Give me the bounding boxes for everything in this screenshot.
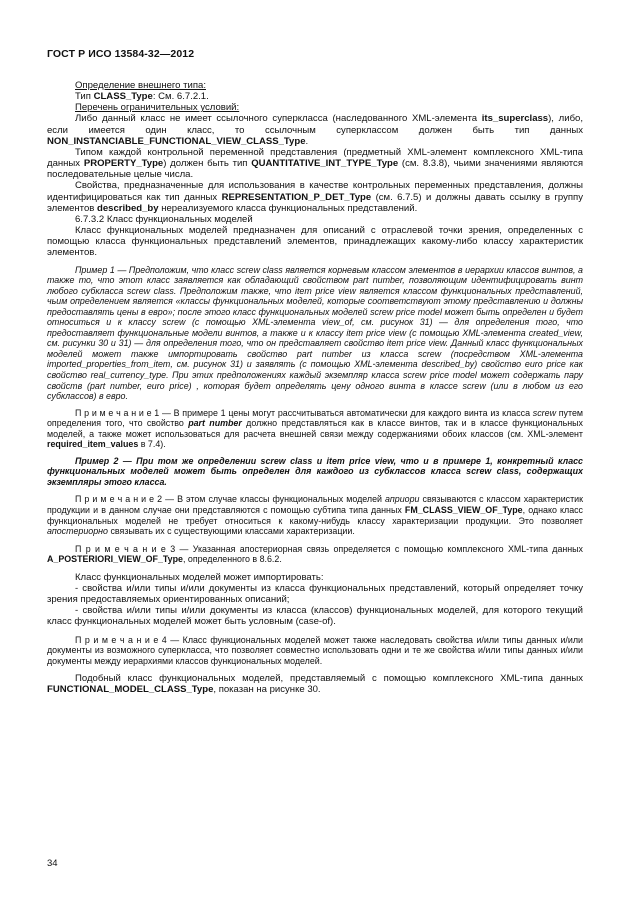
text-run: П р и м е ч а н и е 2 — В этом случае классы функциональных моделей [75,494,386,505]
element-name: required_item_values [47,439,139,450]
import-item-1: - свойства и/или типы и/или документы из класса функциональных представлений, который определяет точку зрения предоставляемых ориентированных описаний; [47,582,583,606]
type-name: FUNCTIONAL_MODEL_CLASS_Type [47,684,214,696]
text-run: ) должен быть тип [163,158,252,170]
document-body [47,80,583,695]
text-run: Типом каждой контрольной переменной представления (предметный XML-элемент комплексного XML-типа данных [47,146,583,170]
note-3 [47,544,583,565]
external-type-heading: Определение внешнего типа: [75,80,206,91]
text-run: путем определения того, что свойство [47,407,583,429]
type-line [47,91,583,102]
constraints-heading: Перечень ограничительных условий: [75,102,240,114]
text-run: , однако класс функциональных моделей не требует относиться к какому-нибудь классу характеризации продукции. Это позволяет [47,504,583,526]
text-run: П р и м е ч а н и е 3 — Указанная апостериорная связь определяется с помощью комплексного XML-типа данных [75,543,583,554]
paragraph-functional-models: Класс функциональных моделей предназначен для описаний с отраслевой точки зрения, определенных с помощью класса функциональных представлений элементов, принадлежащих какому-либо классу характеристик элементов. [47,225,583,259]
import-item-2: - свойства и/или типы и/или документы из класса (классов) функциональных моделей, для которого текущий класс функциональных моделей может быть условным (case-of). [47,605,583,628]
text-run: (см. 6.7.5) и должны давать ссылку в группу элементов [47,191,583,214]
note-1 [47,408,583,450]
paragraph-properties [47,180,583,213]
text-run: Подобный класс функциональных моделей, представляемый с помощью комплексного XML-типа данных [75,673,583,685]
type-name: QUANTITATIVE_INT_TYPE_Type [251,158,399,170]
type-name: NON_INSTANCIABLE_FUNCTIONAL_VIEW_CLASS_Type [47,135,306,147]
italic-term: апостериорно [47,526,108,537]
type-name: REPRESENTATION_P_DET_Type [221,191,372,203]
type-name: FM_CLASS_VIEW_OF_Type [404,504,523,515]
section-heading: 6.7.3.2 Класс функциональных моделей [75,213,253,225]
import-intro: Класс функциональных моделей может импортировать: [75,571,324,583]
italic-term: априори [385,494,420,505]
paragraph-superclass [47,113,583,146]
paragraph-control-variable [47,147,583,180]
text-run: нереализуемого класса функциональных представлений. [158,202,418,214]
text-run: : См. 6.7.2.1. [152,91,209,103]
text-run: Свойства, предназначенные для использования в качестве контрольных переменных представления, должны идентифицироваться как тип данных [47,180,583,203]
text-run: Либо данный класс не имеет ссылочного суперкласса (наследованного XML-элемента [75,113,482,125]
italic-term: screw [532,407,556,418]
closing-paragraph [47,673,583,695]
page-number: 34 [47,858,58,869]
text-run: (см. 8.3.8), чьими значениями являются последовательные целые числа. [47,158,583,181]
text-run: в 7.4). [138,439,166,450]
example-1: Пример 1 — Предположим, что класс screw class является корневым классом элементов в иерархии классов винтов, а также то, что этот класс заявляется как обладающий свойством part number, позволяющим идентифицировать винт любого субкласса screw class. Предположим также, что item price view является классом функциональных представлений, чьим определением является «классы функциональных моделей, которые соответствуют этому представлению и должны предоставлять цены в евро»; после этого класс функциональных моделей screw price model может быть определен и будет относиться и к классу screw (с помощью XML-элемента view_of, см. рисунок 31) — для определения того, что предоставляет функциональные модели винтов, а также и к классу item price view (с помощью XML-элемента created_view, см. рисунки 30 и 31) — для определения того, что он представляет свойство item price view. Данный класс функциональных моделей может также импортировать свойство part number из класса screw (посредством XML-элемента imported_properties_from_item, см. рисунок 31) и заявлять (с помощью XML-элемента described_by) свойство euro price как свойство real_currency_type. При этих предположениях каждый экземпляр класса screw price model может содержать пару свойств (part number, euro price) , которая будет определять цену одного винта в классе screw (или в любом из его субклассов) в евро. [47,264,583,402]
document-header: ГОСТ Р ИСО 13584-32—2012 [47,48,195,60]
property-name: part number [188,418,242,429]
note-4: П р и м е ч а н и е 4 — Класс функциональных моделей может также наследовать свойства и/или типы данных и/или документы из возможного суперкласса, что позволяет совместно использовать одни и те же свойства и/или типы данных и/или документы между иерархиями классов функциональных моделей. [47,634,583,666]
text-run: , показан на рисунке 30. [213,684,321,696]
type-name: CLASS_Type [93,91,153,103]
text-run: должно представляться как в классе винтов, так и в классе функциональных моделей, а также может использоваться для расчета внешней связи между содержаниями обоих классов (см. XML-элемент [47,418,583,439]
type-name: PROPERTY_Type [83,158,164,170]
text-run: связывать их с существующими классами характеризации. [108,526,355,537]
text-run: П р и м е ч а н и е 1 — В примере 1 цены могут рассчитываться автоматически для каждого винта из класса [75,407,533,418]
element-name: its_superclass [481,113,549,125]
text-run: , определенного в 8.6.2. [182,554,282,565]
text-run: связываются с классом характеристик продукции и в данном случае они представляются с помощью субтипа типа данных [47,494,583,515]
text-run: ), либо, если имеется один класс, то ссылочным суперклассом должен быть тип данных [47,113,583,136]
element-name: described_by [97,202,159,214]
example-2: Пример 2 — При том же определении screw class и item price view, что и в примере 1, конкретный класс функциональных моделей может быть определен для каждого из субклассов класса screw class, содержащих экземпляры этого класса. [47,455,583,487]
type-name: A_POSTERIORI_VIEW_OF_Type [47,554,183,565]
text-run: . [305,135,309,147]
text-run: Тип [75,91,94,103]
note-2 [47,494,583,536]
